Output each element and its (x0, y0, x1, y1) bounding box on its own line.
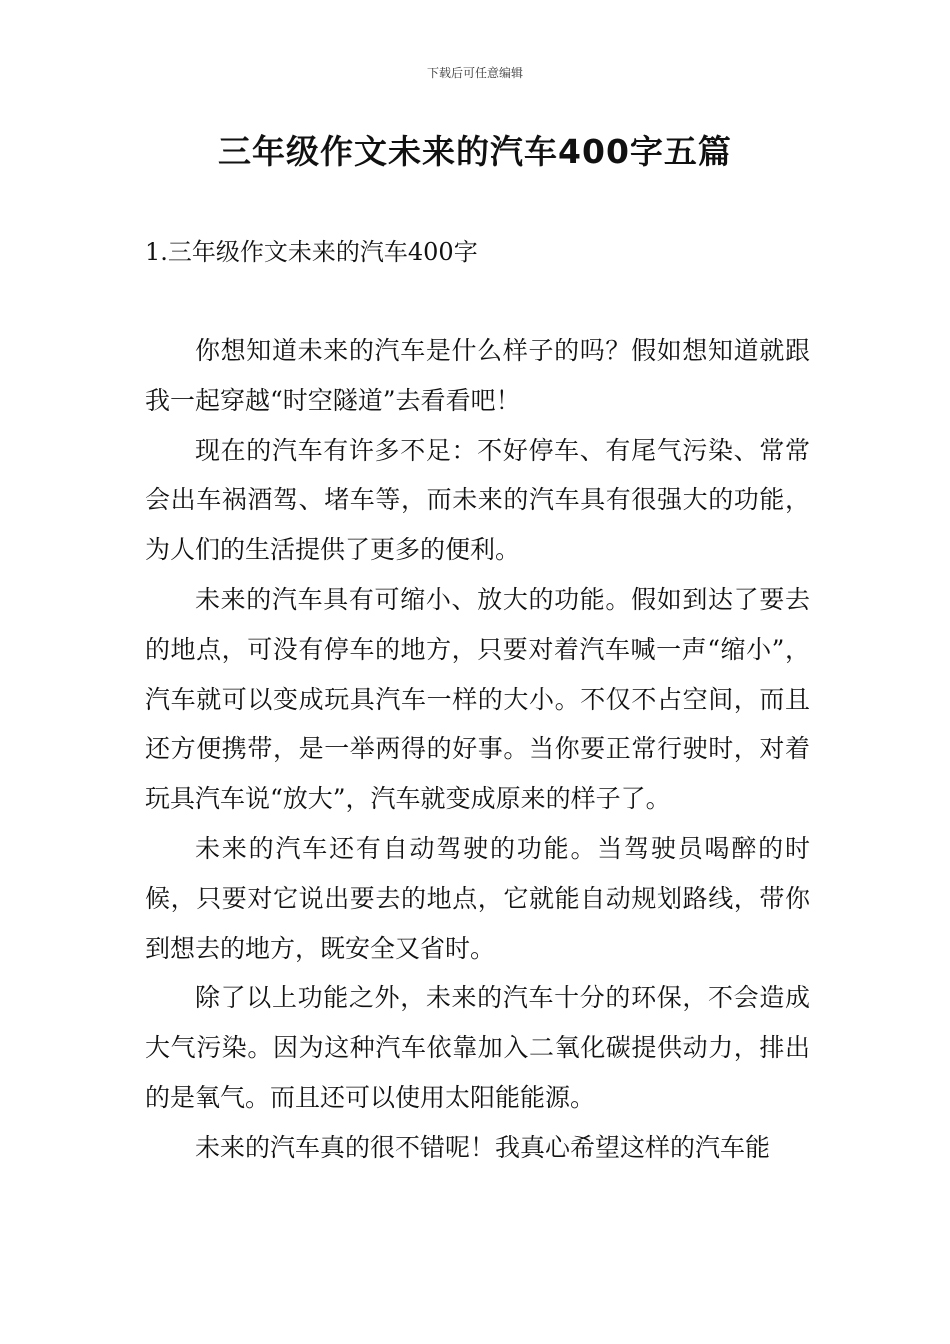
body-text (145, 326, 810, 1173)
paragraph-1: 你想知道未来的汽车是什么样子的吗？假如想知道就跟我一起穿越“时空隧道”去看看吧！ (145, 336, 810, 415)
header-note: 下载后可任意编辑 (426, 66, 523, 80)
paragraph-6: 未来的汽车真的很不错呢！我真心希望这样的汽车能 (195, 1132, 771, 1162)
document-title: 三年级作文未来的汽车400字五篇 (218, 132, 732, 171)
section-heading: 1.三年级作文未来的汽车400字 (145, 238, 478, 266)
paragraph-3: 未来的汽车具有可缩小、放大的功能。假如到达了要去的地点，可没有停车的地方，只要对着汽车喊一声“缩小”，汽车就可以变成玩具汽车一样的大小。不仅不占空间，而且还方便携带，是一举两得的好事。当你要正常行驶时，对着玩具汽车说“放大”，汽车就变成原来的样子了。 (145, 584, 810, 814)
paragraph-5: 除了以上功能之外，未来的汽车十分的环保，不会造成大气污染。因为这种汽车依靠加入二氧化碳提供动力，排出的是氧气。而且还可以使用太阳能能源。 (145, 983, 810, 1112)
paragraph-4: 未来的汽车还有自动驾驶的功能。当驾驶员喝醉的时候，只要对它说出要去的地点，它就能自动规划路线，带你到想去的地方，既安全又省时。 (145, 833, 810, 963)
paragraph-2: 现在的汽车有许多不足：不好停车、有尾气污染、常常会出车祸酒驾、堵车等，而未来的汽车具有很强大的功能，为人们的生活提供了更多的便利。 (145, 435, 810, 565)
